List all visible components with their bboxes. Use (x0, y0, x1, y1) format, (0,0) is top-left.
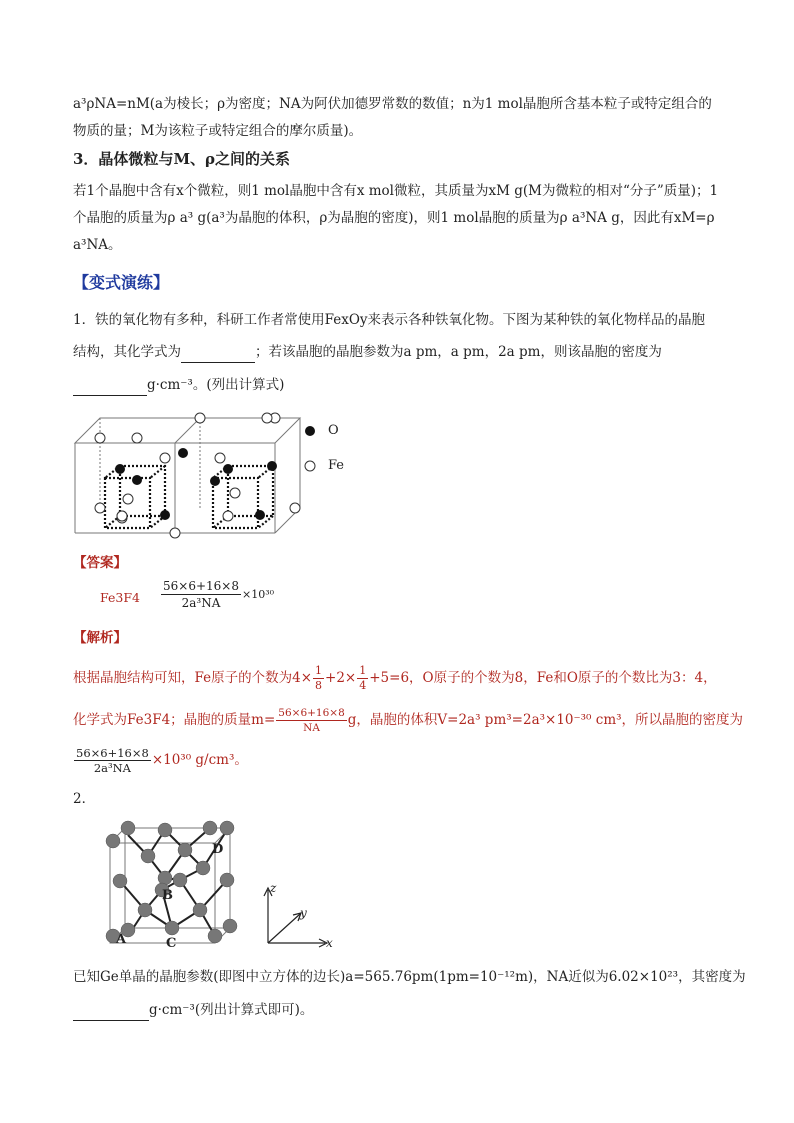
o-atom (223, 464, 233, 474)
fe-atom (215, 453, 225, 463)
intro-line-2: 物质的量；M为该粒子或特定组合的摩尔质量)。 (73, 123, 363, 139)
practice-title: 【变式演练】 (73, 273, 170, 292)
axis-z-label: z (270, 881, 277, 895)
o-atom (267, 461, 277, 471)
ge-atom (223, 919, 237, 933)
o-atom (160, 510, 170, 520)
o-atom (255, 510, 265, 520)
fe-atom (95, 503, 105, 513)
ge-atom (113, 874, 127, 888)
q1-analysis-line-2: 化学式为Fe3F4；晶胞的质量m= $\frac{56\times 6+16\times 8}{NA}$ g，晶胞的体积V=2a³ pm³=2a³×10⁻³⁰ cm³，所以晶胞的密度为 (73, 707, 744, 734)
ge-atom (220, 821, 234, 835)
fe-atom (170, 528, 180, 538)
q1-line-3: g·cm⁻³。(列出计算式) (73, 375, 284, 396)
q1-analysis-label: 【解析】 (73, 630, 127, 646)
q1-formula-blank[interactable] (181, 342, 255, 363)
ge-atom (220, 873, 234, 887)
q2-number: 2． (73, 791, 96, 807)
fe-atom (290, 503, 300, 513)
ge-atom (196, 861, 210, 875)
fe-atom (123, 494, 133, 504)
q1-answer-expression: $\frac{56\times 6+16\times 8}{\text{2a³NA}}$ ×10³⁰ (163, 579, 275, 610)
fe-atom (95, 433, 105, 443)
q1-answer-formula: Fe3F4 (100, 590, 140, 605)
ge-atom (158, 871, 172, 885)
ge-atom (203, 821, 217, 835)
inner-cube-right-front (213, 478, 258, 528)
o-atom (132, 475, 142, 485)
fe-atom (262, 413, 272, 423)
atom-label-d: D (212, 842, 224, 857)
fe-atom (230, 488, 240, 498)
ge-atom (158, 823, 172, 837)
axis-x-label: x (326, 936, 333, 950)
intro-line-1: a³ρNA=nM(a为棱长；ρ为密度；NA为阿伏加德罗常数的数值；n为1 mol晶胞所含基本粒子或特定组合的 (73, 96, 712, 112)
q2-line-1: 已知Ge单晶的晶胞参数(即图中立方体的边长)a=565.76pm(1pm=10⁻¹²m)，NA近似为6.02×10²³，其密度为 (73, 969, 746, 985)
legend-fe-dot (305, 461, 315, 471)
iron-oxide-cell-figure (70, 403, 360, 541)
atom-label-a: A (116, 932, 127, 947)
q1-analysis-line-3: $\frac{56\times 6+16\times 8}{\text{2a³NA}}$ ×10³⁰ g/cm³。 (76, 746, 248, 775)
o-atom (115, 464, 125, 474)
atom-label-c: C (166, 936, 177, 951)
fe-atom (223, 511, 233, 521)
fe-atom (195, 413, 205, 423)
ge-atom (208, 929, 222, 943)
ge-atom (178, 843, 192, 857)
q1-line-1: 1．铁的氧化物有多种，科研工作者常使用FexOy来表示各种铁氧化物。下图为某种铁的氧化物样品的晶胞 (73, 312, 706, 328)
ge-atom (106, 834, 120, 848)
fe-atom (132, 433, 142, 443)
inner-cube-left-back (120, 466, 165, 516)
section-3-line-3: a³NA。 (73, 237, 122, 253)
ge-atom (141, 849, 155, 863)
o-atom (178, 448, 188, 458)
q1-density-blank[interactable] (73, 375, 147, 396)
q1-answer-label: 【答案】 (73, 555, 127, 571)
ge-atom (173, 873, 187, 887)
fe-atom (160, 453, 170, 463)
ge-atom (165, 921, 179, 935)
ge-crystal-figure (100, 818, 350, 956)
ge-atom (193, 903, 207, 917)
axis-y (268, 914, 300, 943)
section-3-line-1: 若1个晶胞中含有x个微粒，则1 mol晶胞中含有x mol微粒，其质量为xM g(M为微粒的相对“分子”质量)；1 (73, 183, 719, 199)
legend-fe-label: Fe (328, 458, 345, 473)
ge-atom (138, 903, 152, 917)
fe-atom (117, 511, 127, 521)
o-atom (210, 476, 220, 486)
atom-label-b: B (162, 888, 173, 903)
axis-y-label: y (300, 906, 307, 920)
section-3-line-2: 个晶胞的质量为ρ a³ g(a³为晶胞的体积，ρ为晶胞的密度)，则1 mol晶胞的质量为ρ a³NA g，因此有xM=ρ (73, 210, 715, 226)
q2-density-blank[interactable] (73, 1000, 149, 1021)
q1-analysis-line-1: 根据晶胞结构可知，Fe原子的个数为4× $\frac{1}{8}$ +2× $\frac{1}{4}$ +5=6，O原子的个数为8，Fe和O原子的个数比为3：4， (73, 664, 717, 692)
legend-o-label: O (328, 423, 339, 438)
section-3-heading: 3．晶体微粒与M、ρ之间的关系 (73, 150, 291, 168)
ge-atom (121, 821, 135, 835)
q1-line-2: 结构，其化学式为 ；若该晶胞的晶胞参数为a pm，a pm，2a pm，则该晶胞的密度为 (73, 342, 662, 363)
q2-line-2: g·cm⁻³(列出计算式即可)。 (73, 1000, 313, 1021)
legend-o-dot (305, 426, 315, 436)
